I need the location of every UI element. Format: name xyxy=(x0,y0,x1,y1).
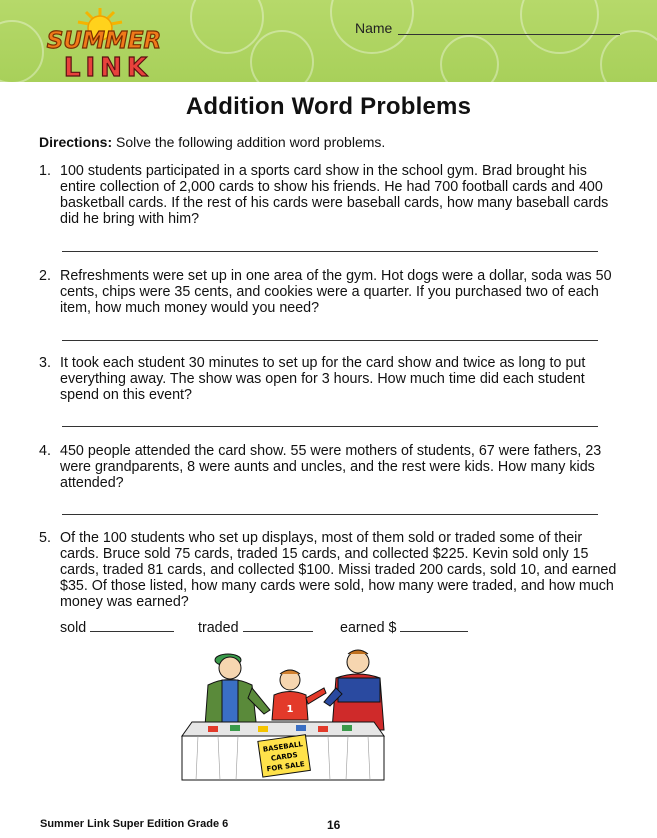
problem-3 xyxy=(39,355,619,403)
directions xyxy=(39,134,385,150)
problem-number: 5. xyxy=(39,530,51,546)
name-label: Name xyxy=(355,20,393,36)
jersey-number: 1 xyxy=(286,704,294,715)
problem-1 xyxy=(39,163,619,227)
footer-edition: Summer Link Super Edition Grade 6 xyxy=(40,818,229,830)
earned-blank[interactable] xyxy=(400,631,468,632)
decorative-swirl xyxy=(440,35,499,82)
traded-blank[interactable] xyxy=(243,631,313,632)
logo-word-summer: SUMMER xyxy=(46,28,162,54)
name-field-line[interactable] xyxy=(398,34,620,35)
problem-text: 450 people attended the card show. 55 were mothers of students, 67 were fathers, 23 were grandparents, 8 were aunts and uncles, and the rest were kids. How many kids attended? xyxy=(60,443,602,491)
traded-label: traded xyxy=(198,620,239,636)
answer-line-1[interactable] xyxy=(62,251,598,252)
problem-number: 2. xyxy=(39,268,51,284)
answer-line-4[interactable] xyxy=(62,514,598,515)
sold-blank[interactable] xyxy=(90,631,174,632)
problem-text: Of the 100 students who set up displays, most of them sold or traded some of their cards. Bruce sold 75 cards, traded 15 cards, and collected $225. Kevin sold only 15 cards, traded 81 cards, and collected $100. Missi traded 200 cards, sold 10, and earned $35. Of those listed, how many cards were sold, how many were traded, and how much money was earned? xyxy=(60,530,617,610)
problem-text: 100 students participated in a sports card show in the school gym. Brad brought his entire collection of 2,000 cards to show his friends. He had 700 football cards and 400 basketball cards. If the rest of his cards were baseball cards, how many baseball cards did he bring with him? xyxy=(60,163,609,227)
earned-label: earned $ xyxy=(340,620,397,636)
page-title: Addition Word Problems xyxy=(185,93,472,120)
problem-text: Refreshments were set up in one area of the gym. Hot dogs were a dollar, soda was 50 cents, chips were 35 cents, and cookies were a quarter. If you purchased two of each item, how much money would you need? xyxy=(60,268,612,316)
sold-label: sold xyxy=(60,620,87,636)
problem-4 xyxy=(39,443,619,491)
directions-label: Directions: xyxy=(39,134,113,150)
logo-word-link: LINK xyxy=(63,53,153,83)
problem-number: 1. xyxy=(39,163,51,179)
directions-text: Solve the following addition word problems. xyxy=(116,134,386,150)
decorative-swirl xyxy=(250,30,314,82)
page-number: 16 xyxy=(327,818,341,832)
sold-answer xyxy=(60,620,174,636)
answer-line-3[interactable] xyxy=(62,426,598,427)
traded-answer xyxy=(198,620,313,636)
sign-line-1: BASEBALL xyxy=(262,740,304,754)
sign-line-2: CARDS xyxy=(270,751,299,763)
answer-line-2[interactable] xyxy=(62,340,598,341)
decorative-swirl xyxy=(600,30,657,82)
problem-2 xyxy=(39,268,619,316)
problem-number: 3. xyxy=(39,355,51,371)
sign-line-3: FOR SALE xyxy=(266,760,306,774)
earned-answer xyxy=(340,620,468,636)
problem-text: It took each student 30 minutes to set up for the card show and twice as long to put everything away. The show was open for 3 hours. How much time did each student spend on this event? xyxy=(60,355,586,403)
problem-number: 4. xyxy=(39,443,51,459)
for-sale-sign xyxy=(258,735,311,777)
card-show-illustration xyxy=(178,640,403,790)
decorative-swirl xyxy=(520,0,599,54)
child-figure xyxy=(272,670,326,720)
problem-5 xyxy=(39,530,619,610)
summer-link-logo xyxy=(28,6,178,86)
